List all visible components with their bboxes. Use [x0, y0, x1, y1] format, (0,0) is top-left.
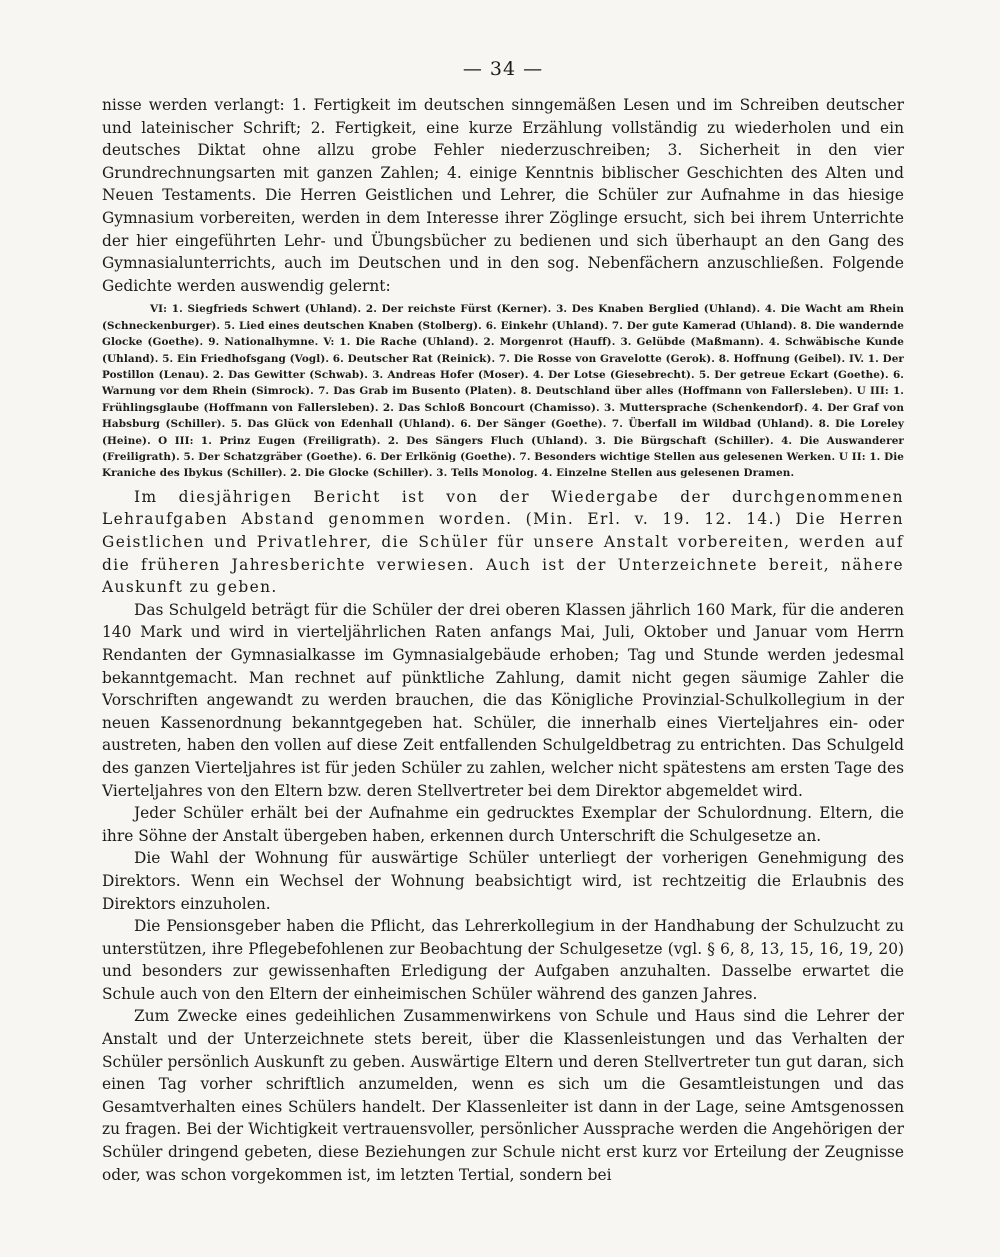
paragraph-school-fees: Das Schulgeld beträgt für die Schüler der drei oberen Klassen jährlich 160 Mark, für die anderen 140 Mark und wird in vierteljährlichen Raten anfangs Mai, Juli, Oktober und Januar vom Herrn Rendanten der Gymnasialkasse im Gymnasialgebäude erhoben; Tag und Stunde werden jedesmal bekanntgemacht. Man rechnet auf pünktliche Zahlung, damit nicht gegen säumige Zahler die Vorschriften angewandt zu werden brauchen, die das Königliche Provinzial-Schulkollegium in der neuen Kassenordnung bekanntgegeben hat. Schüler, die innerhalb eines Vierteljahres ein- oder austreten, haben den vollen auf diese Zeit entfallenden Schulgeldbetrag zu entrichten. Das Schulgeld des ganzen Vierteljahres ist für jeden Schüler zu zahlen, welcher nicht spätestens am ersten Tage des Vierteljahres von den Eltern bzw. deren Stellvertreter bei dem Direktor abgemeldet wird.: [102, 600, 904, 800]
page-number: — 34 —: [462, 58, 544, 80]
paragraph-admission-requirements: nisse werden verlangt: 1. Fertigkeit im deutschen sinngemäßen Lesen und im Schreiben deutscher und lateinischer Schrift; 2. Fertigkeit, eine kurze Erzählung vollständig zu wiederholen und ein deutsches Diktat ohne allzu grobe Fehler niederzuschreiben; 3. Sicherheit in den vier Grundrechnungsarten mit ganzen Zahlen; 4. einige Kenntnis biblischer Geschichten des Alten und Neuen Testaments. Die Herren Geistlichen und Lehrer, die Schüler zur Aufnahme in das hiesige Gymnasium vorbereiten, werden in dem Interesse ihrer Zöglinge ersucht, sich bei ihrem Unterrichte der hier eingeführten Lehr- und Übungsbücher zu bedienen und sich überhaupt an den Gang des Gymnasialunterrichts, auch im Deutschen und in den sog. Nebenfächern anzuschließen. Folgende Gedichte werden auswendig gelernt:: [102, 96, 904, 295]
paragraph-boarding-hosts: Die Pensionsgeber haben die Pflicht, das Lehrerkollegium in der Handhabung der Schulzucht zu unterstützen, ihre Pflegebefohlenen zur Beobachtung der Schulgesetze (vgl. § 6, 8, 13, 15, 16, 19, 20) und besonders zur gewissenhaften Erledigung der Aufgaben anzuhalten. Dasselbe erwartet die Schule auch von den Eltern der einheimischen Schüler während des ganzen Jahres.: [102, 917, 904, 1003]
paragraph-housing: Die Wahl der Wohnung für auswärtige Schüler unterliegt der vorherigen Genehmigung des Direktors. Wenn ein Wechsel der Wohnung beabsichtigt wird, ist rechtzeitig die Erlaubnis des Direktors einzuholen.: [102, 849, 904, 913]
poem-list: VI: 1. Siegfrieds Schwert (Uhland). 2. Der reichste Fürst (Kerner). 3. Des Knaben Berglied (Uhland). 4. Die Wacht am Rhein (Schneckenburger). 5. Lied eines deutschen Knaben (Stolberg). 6. Einkehr (Uhland). 7. Der gute Kamerad (Uhland). 8. Die wandernde Glocke (Goethe). 9. Nationalhymne. V: 1. Die Rache (Uhland). 2. Morgenrot (Hauff). 3. Gelübde (Maßmann). 4. Schwäbische Kunde (Uhland). 5. Ein Friedhofsgang (Vogl). 6. Deutscher Rat (Reinick). 7. Die Rosse von Gravelotte (Gerok). 8. Hoffnung (Geibel). IV. 1. Der Postillon (Lenau). 2. Das Gewitter (Schwab). 3. Andreas Hofer (Moser). 4. Der Lotse (Giesebrecht). 5. Der getreue Eckart (Goethe). 6. Warnung vor dem Rhein (Simrock). 7. Das Grab im Busento (Platen). 8. Deutschland über alles (Hoffmann von Fallersleben). U III: 1. Frühlingsglaube (Hoffmann von Fallersleben). 2. Das Schloß Boncourt (Chamisso). 3. Muttersprache (Schenkendorf). 4. Der Graf von Habsburg (Schiller). 5. Das Glück von Edenhall (Uhland). 6. Der Sänger (Goethe). 7. Überfall im Wildbad (Uhland). 8. Die Loreley (Heine). O III: 1. Prinz Eugen (Freiligrath). 2. Des Sängers Fluch (Uhland). 3. Die Bürgschaft (Schiller). 4. Die Auswanderer (Freiligrath). 5. Der Schatzgräber (Goethe). 6. Der Erlkönig (Goethe). 7. Besonders wichtige Stellen aus gelesenen Werken. U II: 1. Die Kraniche des Ibykus (Schiller). 2. Die Glocke (Schiller). 3. Tells Monolog. 4. Einzelne Stellen aus gelesenen Dramen.: [102, 303, 904, 480]
paragraph-cooperation: Zum Zwecke eines gedeihlichen Zusammenwirkens von Schule und Haus sind die Lehrer der Anstalt und der Unterzeichnete stets bereit, über die Klassenleistungen und das Verhalten der Schüler persönlich Auskunft zu geben. Auswärtige Eltern und deren Stellvertreter tun gut daran, sich einen Tag vorher schriftlich anzumelden, wenn es sich um die Gesamtleistungen und das Gesamtverhalten eines Schülers handelt. Der Klassenleiter ist dann in der Lage, seine Amtsgenossen zu fragen. Bei der Wichtigkeit vertrauensvoller, persönlicher Aussprache werden die Angehörigen der Schüler dringend gebeten, diese Beziehungen zur Schule nicht erst kurz vor Erteilung der Zeugnisse oder, was schon vorgekommen ist, im letzten Tertial, sondern bei: [102, 1007, 904, 1184]
paragraph-school-rules: Jeder Schüler erhält bei der Aufnahme ein gedrucktes Exemplar der Schulordnung. Eltern, die ihre Söhne der Anstalt übergeben haben, erkennen durch Unterschrift die Schulgesetze an.: [102, 804, 904, 845]
paragraph-annual-report: Im diesjährigen Bericht ist von der Wiedergabe der durchgenommenen Lehraufgaben Abstand genommen worden. (Min. Erl. v. 19. 12. 14.) Die Herren Geistlichen und Privatlehrer, die Schüler für unsere Anstalt vorbereiten, werden auf die früheren Jahresberichte verwiesen. Auch ist der Unterzeichnete bereit, nähere Auskunft zu geben.: [102, 487, 904, 597]
